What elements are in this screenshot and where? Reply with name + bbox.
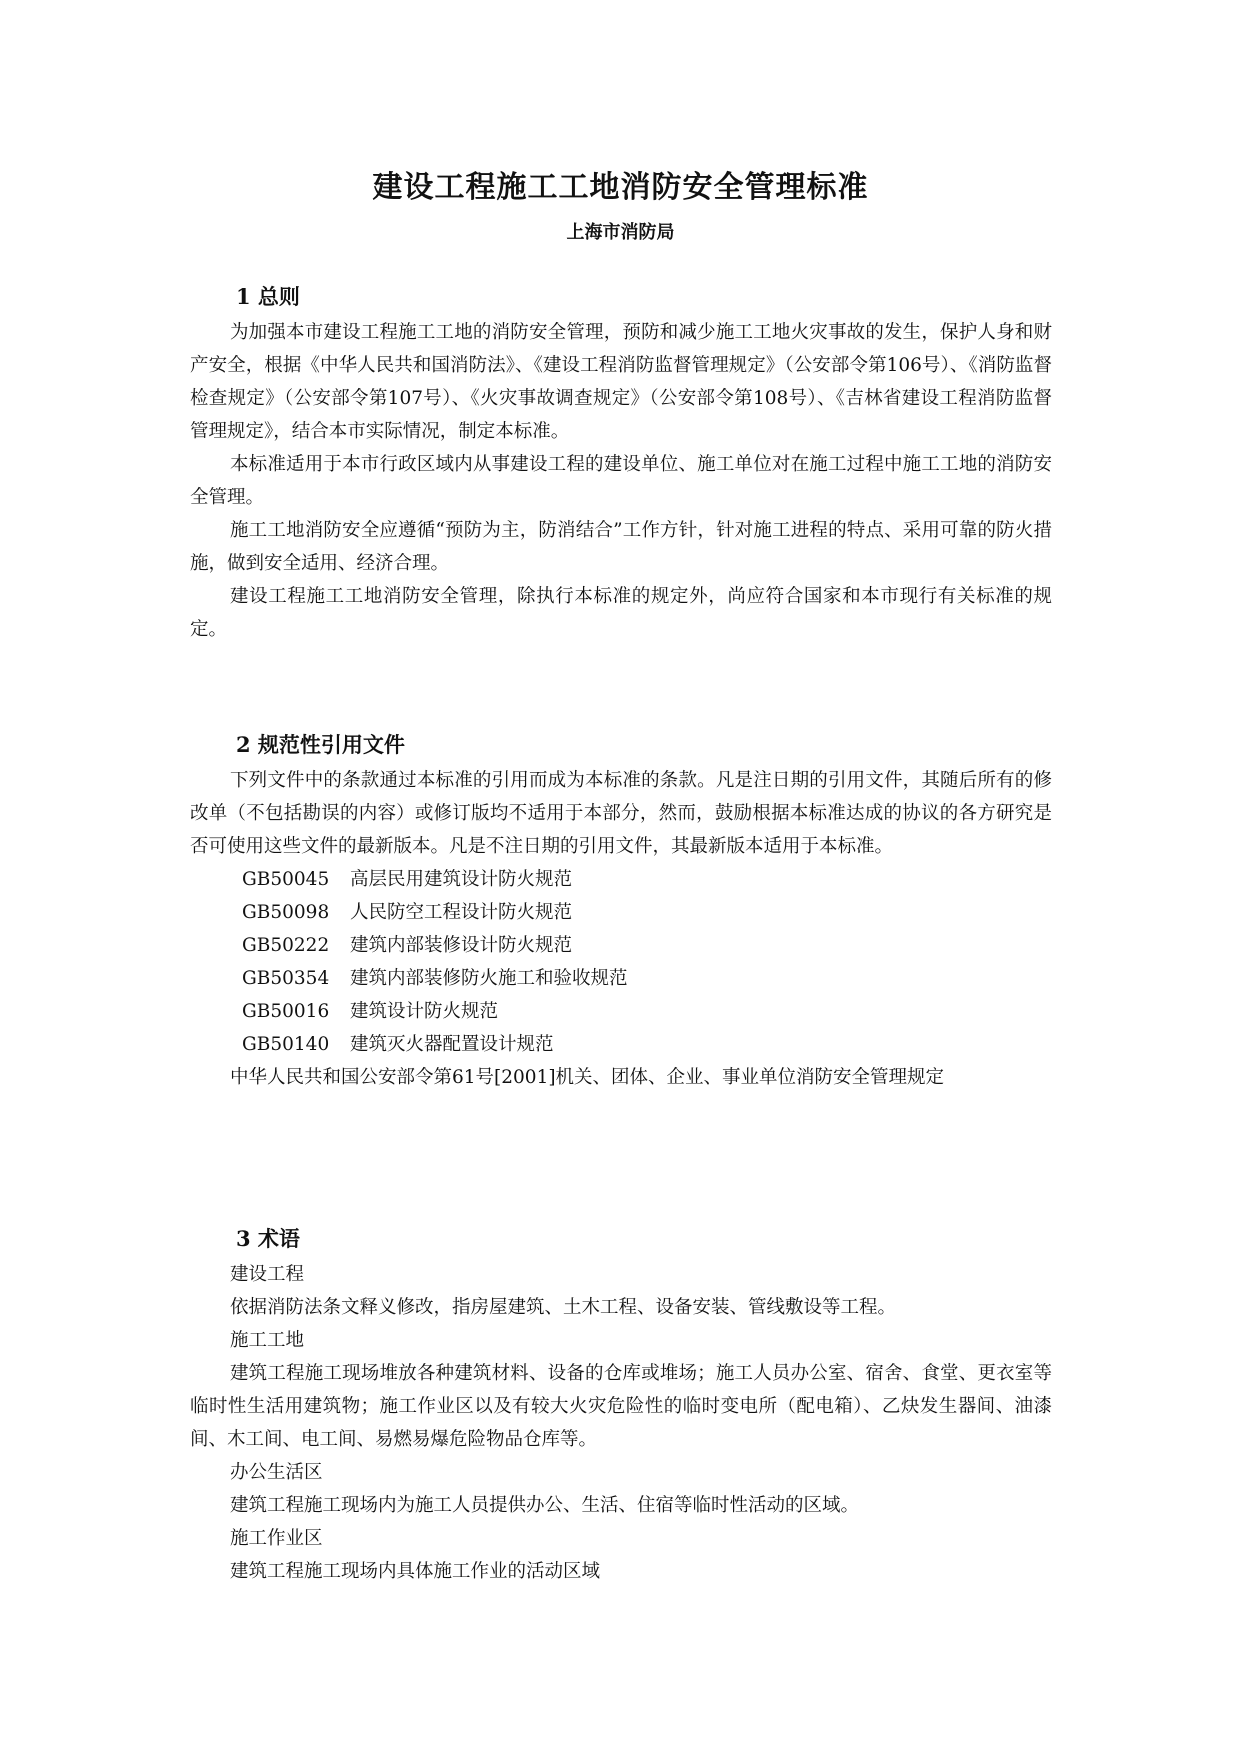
section-terms — [190, 1222, 1052, 1588]
reference-code: GB50222 — [242, 935, 330, 956]
section-heading: 1 总则 — [236, 284, 300, 309]
reference-item — [242, 896, 1052, 929]
reference-code: GB50140 — [242, 1034, 330, 1055]
term-name: 建设工程 — [230, 1264, 305, 1285]
term-definition: 建筑工程施工现场堆放各种建筑材料、设备的仓库或堆场；施工人员办公室、宿舍、食堂、更衣室等临时性生活用建筑物；施工作业区以及有较大火灾危险性的临时变电所（配电箱）、乙炔发生器间、油漆间、木工间、电工间、易燃易爆危险物品仓库等。 — [190, 1363, 1052, 1450]
reference-item — [242, 1028, 1052, 1061]
section-heading: 3 术语 — [236, 1226, 300, 1251]
section-general — [190, 280, 1052, 646]
paragraph: 为加强本市建设工程施工工地的消防安全管理，预防和减少施工工地火灾事故的发生，保护人身和财产安全，根据《中华人民共和国消防法》、《建设工程消防监督管理规定》（公安部令第106号）、《消防监督检查规定》（公安部令第107号）、《火灾事故调查规定》（公安部令第108号）、《吉林省建设工程消防监督管理规定》，结合本市实际情况，制定本标准。 — [190, 322, 1052, 442]
reference-item — [242, 995, 1052, 1028]
paragraph: 中华人民共和国公安部令第61号[2001]机关、团体、企业、事业单位消防安全管理规定 — [230, 1067, 945, 1088]
reference-code: GB50098 — [242, 902, 330, 923]
reference-item — [242, 863, 1052, 896]
section-normative-references — [190, 728, 1052, 1094]
reference-name: 建筑设计防火规范 — [350, 1001, 499, 1022]
reference-name: 人民防空工程设计防火规范 — [350, 902, 573, 923]
paragraph: 下列文件中的条款通过本标准的引用而成为本标准的条款。凡是注日期的引用文件，其随后所有的修改单（不包括勘误的内容）或修订版均不适用于本部分，然而，鼓励根据本标准达成的协议的各方研究是否可使用这些文件的最新版本。凡是不注日期的引用文件，其最新版本适用于本标准。 — [190, 770, 1052, 857]
reference-name: 建筑内部装修防火施工和验收规范 — [350, 968, 628, 989]
reference-item — [242, 929, 1052, 962]
term-name: 施工工地 — [230, 1330, 305, 1351]
paragraph: 建设工程施工工地消防安全管理，除执行本标准的规定外，尚应符合国家和本市现行有关标准的规定。 — [190, 586, 1052, 640]
term-definition: 建筑工程施工现场内具体施工作业的活动区域 — [230, 1561, 601, 1582]
document-subtitle: 上海市消防局 — [566, 222, 675, 243]
document-title: 建设工程施工工地消防安全管理标准 — [372, 170, 869, 205]
section-heading: 2 规范性引用文件 — [236, 732, 405, 757]
paragraph: 施工工地消防安全应遵循“预防为主，防消结合”工作方针，针对施工进程的特点、采用可靠的防火措施，做到安全适用、经济合理。 — [190, 520, 1052, 574]
term-definition: 依据消防法条文释义修改，指房屋建筑、土木工程、设备安装、管线敷设等工程。 — [230, 1297, 897, 1318]
reference-item — [242, 962, 1052, 995]
reference-code: GB50016 — [242, 1001, 330, 1022]
reference-name: 高层民用建筑设计防火规范 — [350, 869, 573, 890]
reference-name: 建筑灭火器配置设计规范 — [350, 1034, 554, 1055]
term-name: 办公生活区 — [230, 1462, 323, 1483]
reference-code: GB50354 — [242, 968, 330, 989]
term-name: 施工作业区 — [230, 1528, 323, 1549]
paragraph: 本标准适用于本市行政区域内从事建设工程的建设单位、施工单位对在施工过程中施工工地的消防安全管理。 — [190, 454, 1052, 508]
term-definition: 建筑工程施工现场内为施工人员提供办公、生活、住宿等临时性活动的区域。 — [230, 1495, 860, 1516]
reference-name: 建筑内部装修设计防火规范 — [350, 935, 573, 956]
reference-code: GB50045 — [242, 869, 330, 890]
